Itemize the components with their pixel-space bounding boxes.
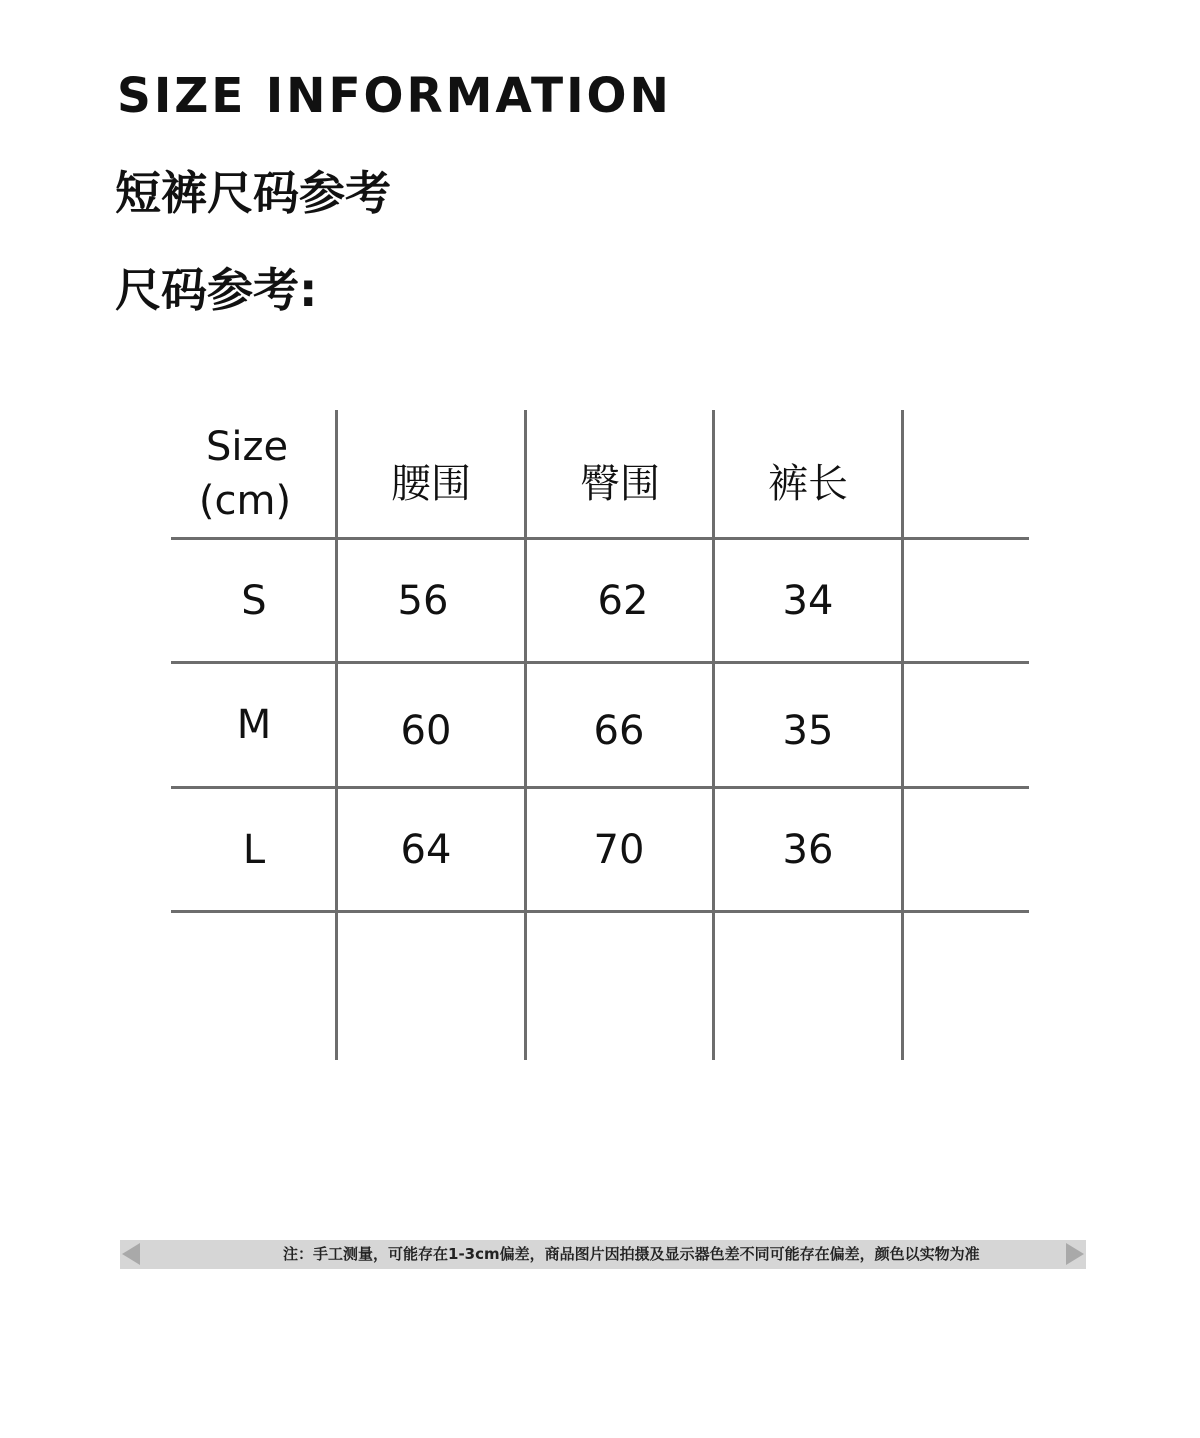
arrow-left-icon <box>122 1243 140 1265</box>
measurement-note: 注：手工测量，可能存在1-3cm偏差，商品图片因拍摄及显示器色差不同可能存在偏差，颜色以实物为准 <box>283 1245 980 1263</box>
row-size-label: M <box>236 702 272 748</box>
table-cell: 62 <box>597 577 649 624</box>
table-cell: 56 <box>397 577 449 624</box>
table-cell: 36 <box>782 826 834 873</box>
table-cell: 66 <box>593 708 645 754</box>
page-subtitle: 短裤尺码参考 <box>115 166 391 220</box>
table-cell: 64 <box>400 826 452 873</box>
column-header-waist: 腰围 <box>391 460 471 507</box>
table-cell: 35 <box>782 708 834 754</box>
column-header-length: 裤长 <box>768 460 848 507</box>
table-divider <box>901 410 904 1060</box>
table-cell: 60 <box>400 708 452 754</box>
size-header-unit: (cm) <box>198 478 292 524</box>
row-size-label: S <box>241 577 267 624</box>
size-column-header <box>171 410 337 538</box>
size-header-label: Size <box>205 424 289 470</box>
column-header-hip: 臀围 <box>580 460 660 507</box>
measurement-note-bar <box>120 1240 1086 1269</box>
row-size-label: L <box>242 826 266 873</box>
section-heading: 尺码参考: <box>115 263 318 317</box>
table-cell: 34 <box>782 577 834 624</box>
arrow-right-icon <box>1066 1243 1084 1265</box>
table-cell: 70 <box>593 826 645 873</box>
page-title: SIZE INFORMATION <box>117 68 672 124</box>
